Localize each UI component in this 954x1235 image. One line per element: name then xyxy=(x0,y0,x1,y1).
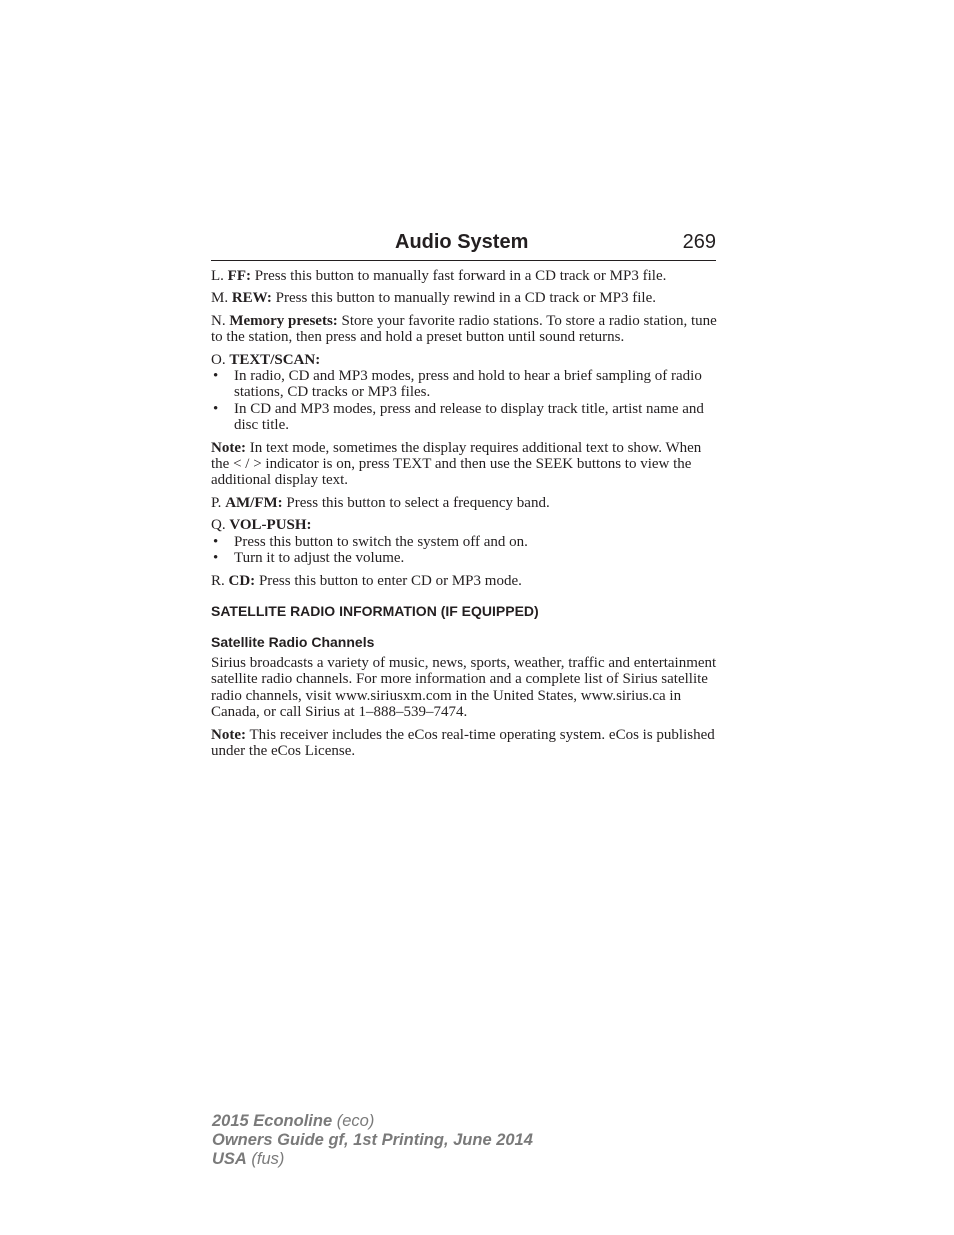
item-prefix: P. xyxy=(211,494,222,511)
list-item-text: Press this button to switch the system off and on. xyxy=(234,533,528,550)
footer-region-code: (fus) xyxy=(246,1150,285,1168)
text-scan-bullets xyxy=(211,368,717,434)
item-text: Press this button to manually rewind in a CD track or MP3 file. xyxy=(271,290,656,307)
footer-guide: Owners Guide gf, 1st Printing, June 2014 xyxy=(212,1131,533,1149)
item-cd xyxy=(211,573,717,589)
item-label: VOL-PUSH: xyxy=(229,517,312,534)
item-text: Press this button to manually fast forward in a CD track or MP3 file. xyxy=(251,268,667,284)
item-ff xyxy=(211,268,717,284)
item-text: Press this button to enter CD or MP3 mode. xyxy=(255,572,522,589)
page-title: Audio System xyxy=(395,231,529,253)
footer-region: USA xyxy=(212,1150,247,1168)
item-prefix: N. xyxy=(211,312,226,329)
item-prefix: L. xyxy=(211,268,224,284)
item-rew xyxy=(211,290,717,306)
item-prefix: M. xyxy=(211,290,229,307)
bullet-icon: • xyxy=(213,550,219,567)
item-text-scan xyxy=(211,352,717,368)
item-prefix: O. xyxy=(211,351,226,368)
note-text: In text mode, sometimes the display requires additional text to show. When the < / > indicator is on, press TEXT and then use the SEEK buttons to view the additional display text. xyxy=(211,439,702,489)
item-am-fm xyxy=(211,495,717,511)
item-label: REW: xyxy=(231,290,272,307)
page-header xyxy=(211,229,716,261)
bullet-icon: • xyxy=(213,400,219,417)
page-footer xyxy=(212,1112,533,1169)
list-item xyxy=(211,401,717,434)
subsection-heading: Satellite Radio Channels xyxy=(211,633,375,650)
vol-push-bullets xyxy=(211,534,717,567)
item-label: FF: xyxy=(227,268,251,284)
item-text: Press this button to select a frequency band. xyxy=(282,494,550,511)
item-text: Store your favorite radio stations. To store a radio station, tune to the station, then press and hold a preset button until sound returns. xyxy=(211,312,717,346)
page-number: 269 xyxy=(682,231,716,253)
item-memory-presets xyxy=(211,313,717,346)
bullet-icon: • xyxy=(213,368,219,385)
footer-line-region xyxy=(212,1150,533,1169)
note-ecos xyxy=(211,727,717,760)
item-prefix: R. xyxy=(211,572,225,589)
note-label: Note: xyxy=(211,726,246,743)
bullet-icon: • xyxy=(213,533,219,550)
list-item xyxy=(211,534,717,550)
item-vol-push xyxy=(211,517,717,533)
list-item xyxy=(211,550,717,566)
section-heading: SATELLITE RADIO INFORMATION (IF EQUIPPED) xyxy=(211,602,539,619)
note-text: This receiver includes the eCos real-time operating system. eCos is published under the eCos License. xyxy=(211,726,715,759)
list-item-text: Turn it to adjust the volume. xyxy=(234,550,405,567)
item-prefix: Q. xyxy=(211,517,226,534)
item-label: Memory presets: xyxy=(229,312,338,329)
footer-model: 2015 Econoline xyxy=(212,1112,333,1130)
list-item xyxy=(211,368,717,401)
satellite-radio-body: Sirius broadcasts a variety of music, news, sports, weather, traffic and entertainment satellite radio channels. For more information and a complete list of Sirius satellite radio channels, visit www.siriusxm.com in the United States, www.sirius.ca in Canada, or call Sirius at 1–888–539–7474. xyxy=(211,654,717,721)
list-item-text: In CD and MP3 modes, press and release to display track title, artist name and disc title. xyxy=(234,400,704,434)
note-text-mode xyxy=(211,440,717,489)
item-label: CD: xyxy=(228,572,256,589)
item-label: TEXT/SCAN: xyxy=(229,351,321,368)
note-label: Note: xyxy=(211,439,246,456)
list-item-text: In radio, CD and MP3 modes, press and hold to hear a brief sampling of radio stations, CD tracks or MP3 files. xyxy=(234,368,702,401)
footer-line-guide xyxy=(212,1131,533,1150)
footer-model-code: (eco) xyxy=(332,1112,375,1130)
footer-line-model xyxy=(212,1112,533,1131)
item-label: AM/FM: xyxy=(225,494,283,511)
page-content xyxy=(211,268,717,765)
